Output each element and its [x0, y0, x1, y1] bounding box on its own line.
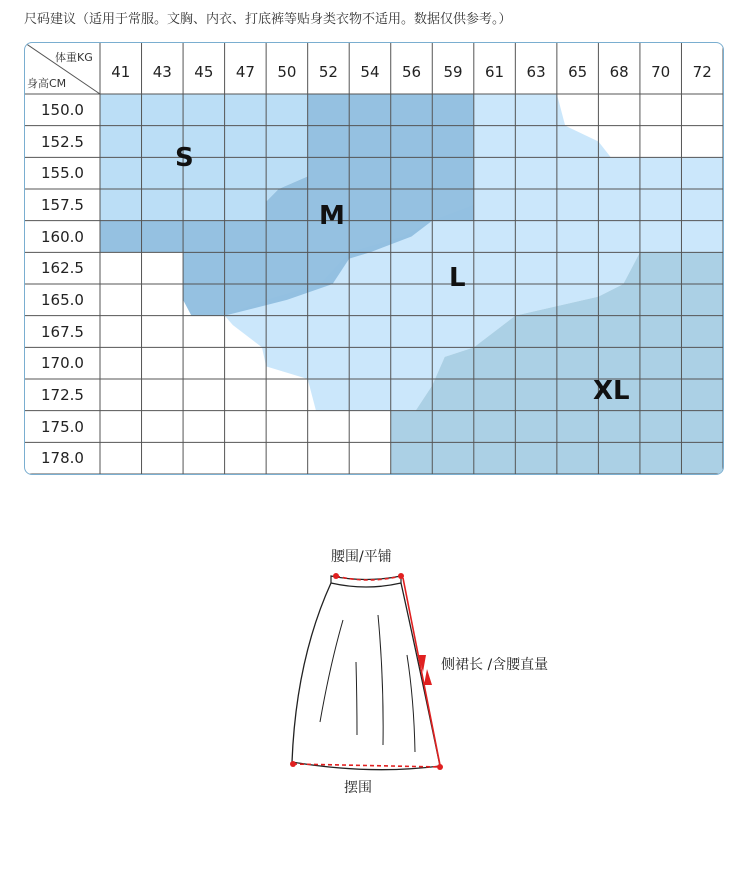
height-label: 152.5 [41, 132, 84, 151]
size-label-m: M [319, 201, 345, 231]
height-label: 160.0 [41, 227, 84, 246]
size-note: 尺码建议（适用于常服。文胸、内衣、打底裤等贴身类衣物不适用。数据仅供参考。） [24, 12, 512, 27]
height-label: 175.0 [41, 417, 84, 436]
skirt-outline [292, 583, 440, 770]
height-label: 162.5 [41, 259, 84, 278]
weight-label: 41 [111, 63, 131, 81]
weight-label: 63 [526, 63, 546, 81]
weight-label: 47 [235, 63, 255, 81]
height-label: 165.0 [41, 290, 84, 309]
height-label: 178.0 [41, 449, 84, 468]
weight-label: 72 [692, 63, 712, 81]
height-label: 167.5 [41, 322, 84, 341]
hem-point-right [437, 764, 443, 770]
size-label-l: L [449, 263, 466, 293]
waist-label: 腰围/平铺 [331, 549, 392, 565]
height-label: 157.5 [41, 195, 84, 214]
height-label: 150.0 [41, 100, 84, 119]
weight-label: 56 [401, 63, 422, 81]
size-label-s: S [175, 143, 194, 173]
weight-label: 52 [318, 63, 338, 81]
height-label: 172.5 [41, 385, 84, 404]
height-label: 155.0 [41, 164, 84, 183]
weight-header: 体重KG [55, 51, 93, 64]
hem-point-left [290, 761, 296, 767]
waist-point-left [333, 573, 339, 579]
length-label: 侧裙长 /含腰直量 [441, 657, 549, 673]
arrow-up-icon [424, 669, 432, 685]
weight-label: 54 [360, 63, 380, 81]
weight-label: 65 [568, 63, 588, 81]
weight-label: 43 [152, 63, 172, 81]
size-label-xl: XL [593, 376, 630, 406]
weight-label: 61 [485, 63, 505, 81]
weight-label: 70 [651, 63, 671, 81]
weight-label: 68 [609, 63, 629, 81]
height-header: 身高CM [27, 77, 67, 90]
weight-label: 45 [194, 63, 214, 81]
height-label: 170.0 [41, 354, 84, 373]
weight-label: 59 [443, 63, 463, 81]
hem-label: 摆围 [344, 780, 372, 796]
weight-label: 50 [277, 63, 297, 81]
